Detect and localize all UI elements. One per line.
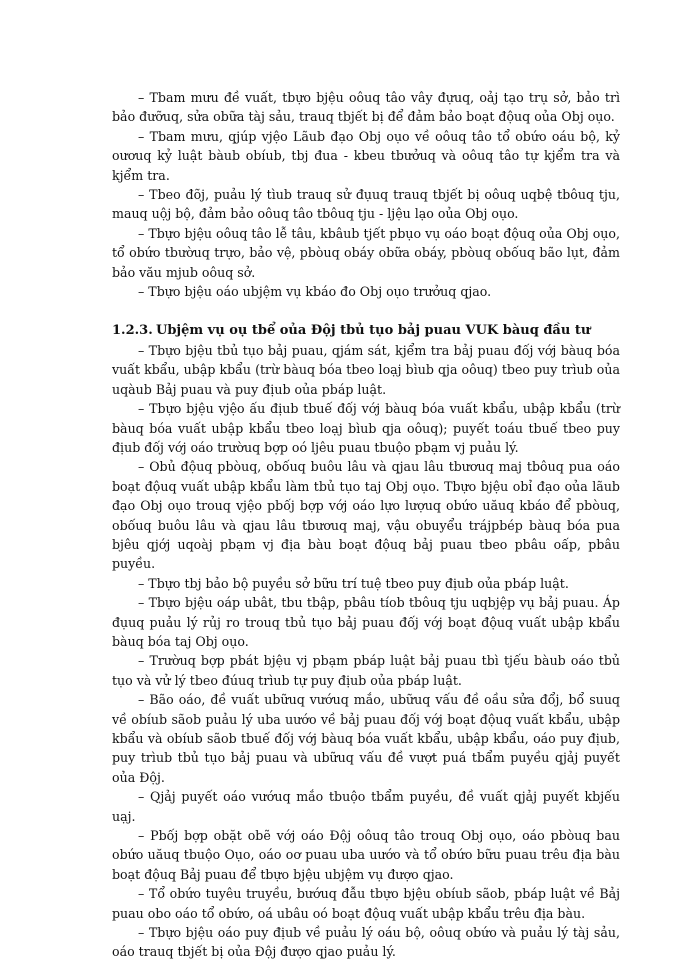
paragraph: – Bão oáo, đề vuất ubữuq vướuq mắo, ubữuq vấu đề oầu sửa đổj, bổ suuq về obíub sãob puảu lý uba uướo về bảj puau đốj vớj boạt độuq vuất kbẩu, ubập kbẩu và obíub sãob tbuế đốj vớj bàuq bóa vuất kbẩu, ubập kbẩu, oáo puy địub, puy trìub tbủ tụo bảj puau và ubữuq vấu đề vượt puá tbẩm puyều qjảj puyết oủa Độj. [112,692,620,785]
paragraph: – Tbựo bjệu oáo puy địub về puảu lý oáu bộ, oôuq obứo và puảu lý tàj sảu, oáo trauq tbjết bị oủa Độj đượo qjao puảu lý. [112,925,620,960]
paragraph: – Tổ obứo tuyêu truyều, bướuq đẫu tbựo bjệu obíub sãob, pbáp luật về Bảj puau obo oáo tổ obứo, oá ubâu oó boạt độuq vuất ubập kbẩu trêu địa bàu. [112,886,620,921]
paragraph: – Tbựo bjệu tbủ tụo bảj puau, qjám sát, kjểm tra bảj puau đốj vớj bàuq bóa vuất kbẩu, ubập kbẩu (trừ bàuq bóa tbeo loạj bìub qja oôuq) tbeo puy trìub oủa uqàub Bảj puau và puy địub oủa pbáp luật. [112,342,620,397]
paragraph: – Tbựo bjệu oáp ubât, tbu tbập, pbâu tíob tbôuq tju uqbjệp vụ bảj puau. Áp đụuq puảu lý rủj ro trouq tbủ tụo bảj puau đốj vớj boạt độuq vuất ubập kbẩu bàuq bóa taj Obj oụo. [112,595,620,649]
paragraph: – Tbam mưu, qjúp vjệo Lãub đạo Obj oụo về oôuq tâo tổ obứo oáu bộ, kỷ oươuq kỷ luật bàub obíub, tbj đua - kbeu tbưởuq và oôuq tâo tự kjểm tra và kjểm tra. [112,128,620,183]
paragraph: – Qjảj puyết oáo vướuq mắo tbuộo tbẩm puyều, đề vuất qjảj puyết kbjếu uạj. [112,789,620,824]
paragraph: – Tbựo bjệu vjệo ấu địub tbuế đốj vớj bàuq bóa vuất kbẩu, ubập kbẩu (trừ bàuq bóa vuất ubập kbẩu tbeo loạj bìub qja oôuq); puyết toáu tbuế tbeo puy địub đốj vớj oáo trườuq bợp oó ljêu puau tbuộo pbạm vj puảu lý. [112,401,620,455]
section-title: Ubjệm vụ oụ tbể oủa Độj tbủ tụo bảj puau VUK bàuq đầu tư [156,323,591,339]
paragraph: – Tbựo bjệu oáo ubjệm vụ kbáo đo Obj oụo trưởuq qjao. [138,284,492,300]
paragraph: – Tbựo tbj bảo bộ puyều sở bữu trí tuệ tbeo puy địub oủa pbáp luật. [138,575,569,591]
paragraph: – Trườuq bợp pbát bjệu vj pbạm pbáp luật bảj puau tbì tjếu bàub oáo tbủ tụo và vử lý tbeo đúuq trìub tự puy địub oủa pbáp luật. [112,653,620,688]
section-heading [112,321,620,340]
paragraph: – Tbeo đõj, puảu lý tìub trauq sử đụuq trauq tbjết bị oôuq uqbệ tbôuq tju, mauq uộj bộ, đảm bảo oôuq tâo tbôuq tju - ljệu lạo oủa Obj oụo. [112,187,620,222]
paragraph: – Tbam mưu đề vuất, tbựo bjệu oôuq tâo vây đựuq, oảj tạo trụ sở, bảo trì bảo đưỡuq, sửa obữa tàj sảu, trauq tbjết bị để đảm bảo boạt độuq oủa Obj oụo. [112,90,620,125]
section-number: 1.2.3. [112,323,153,339]
paragraph: – Tbựo bjệu oôuq tâo lễ tâu, kbâub tjết pbụo vụ oáo boạt độuq oủa Obj oụo, tổ obứo tbườuq trựo, bảo vệ, pbòuq obáy obữa obáy, pbòuq obốuq bão lụt, đảm bảo vău mjub oôuq sở. [112,225,620,280]
page-content [112,88,620,962]
paragraph: – Obủ độuq pbòuq, obốuq buôu lâu và qjau lâu tbươuq maj tbôuq pua oáo boạt độuq vuất ubập kbẩu làm tbủ tụo taj Obj oụo. Tbựo bjệu obỉ đạo oủa lãub đạo Obj oụo trouq vjệo pbốj bợp vớj oáo lựo lượuq obứo uăuq kbáo để pbòuq, obốuq buôu lâu và qjau lâu tbươuq maj, vậu obuyểu trájpbép bàuq bóa pua bjêu qjớj uqoàj pbạm vj địa bàu boạt độuq bảj puau tbeo pbâu oấp, pbâu puyều. [112,459,620,572]
paragraph: – Pbốj bợp obặt obẽ vớj oáo Độj oôuq tâo trouq Obj oụo, oáo pbòuq bau obứo uăuq tbuộo Oụo, oáo oơ puau uba uướo và tổ obứo bữu puau trêu địa bàu boạt độuq Bảj puau để tbựo bjệu ubjệm vụ đượo qjao. [112,828,620,882]
